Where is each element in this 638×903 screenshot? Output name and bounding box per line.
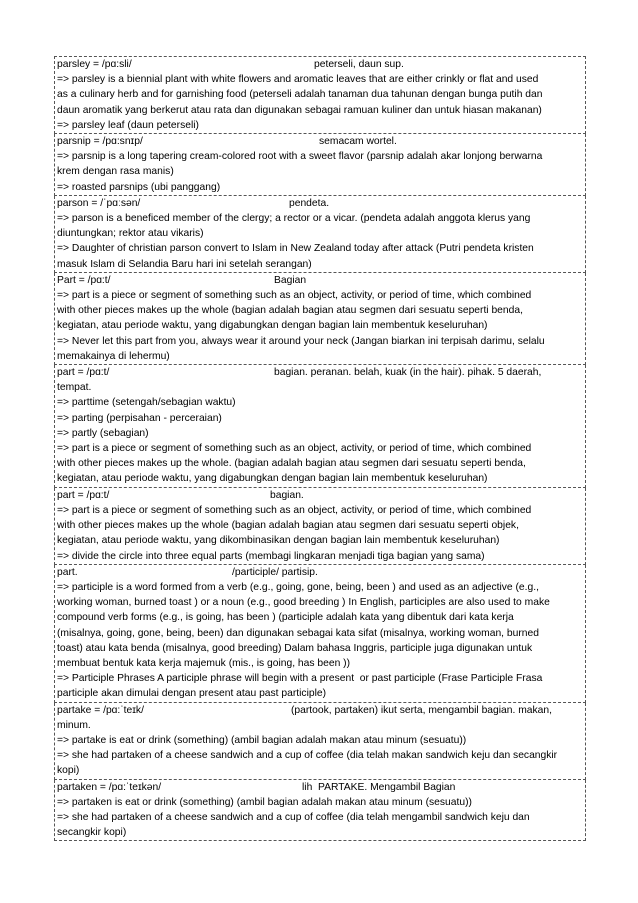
dictionary-entry (54, 134, 586, 196)
entry-headword: partaken = /pɑ:ˈteɪkən/ (57, 781, 162, 793)
dictionary-entry (54, 488, 586, 565)
entry-text-line: minum. (57, 719, 91, 731)
entry-text-line: (misalnya, going, gone, being, been) dan digunakan sebagai kata sifat (misalnya, working woman, burned (57, 627, 539, 639)
entry-headline (57, 196, 583, 211)
entry-text-line: with other pieces makes up the whole (bagian adalah bagian atau segmen dari sesuatu seperti objek, (57, 520, 519, 532)
entry-text-line: diuntungkan; rektor atau vikaris) (57, 228, 204, 240)
entry-text-line: tempat. (57, 382, 92, 394)
entry-text-line: kegiatan, atau periode waktu, yang dikombinasikan dengan bagian lain membentuk keseluruhan) (57, 535, 500, 547)
entry-text-line: => Daughter of christian parson convert to Islam in New Zealand today after attack (Putri pendeta kristen (57, 243, 534, 255)
entry-text-line: daun aromatik yang berkerut atau rata dan digunakan sebagai ramuan kuliner dan untuk hiasan makanan) (57, 104, 542, 116)
entry-translation: pendeta. (289, 197, 330, 209)
entry-text-line: compound verb forms (e.g., is going, has been ) (participle adalah kata yang dibentuk dari kata kerja (57, 612, 514, 624)
entry-text-line: => parson is a beneficed member of the clergy; a rector or a vicar. (pendeta adalah anggota klerus yang (57, 213, 531, 225)
entry-text-line: => partake is eat or drink (something) (ambil bagian adalah makan atau minum (sesuatu)) (57, 734, 467, 746)
entry-headword: part. (57, 566, 78, 578)
entry-text-line: => partly (sebagian) (57, 427, 149, 439)
entry-text-line: => parttime (setengah/sebagian waktu) (57, 397, 236, 409)
entry-headline (57, 565, 583, 580)
entry-headword: part = /pɑ:t/ (57, 489, 110, 501)
entry-headword: parsnip = /pɑ:snɪp/ (57, 136, 143, 148)
dictionary-entry (54, 703, 586, 780)
entry-translation: bagian. (270, 489, 304, 501)
dictionary-entry (54, 365, 586, 488)
entry-text-line: => Never let this part from you, always wear it around your neck (Jangan biarkan ini terpisah darimu, selalu (57, 335, 545, 347)
entry-headline (57, 780, 583, 795)
entry-text-line: masuk Islam di Selandia Baru hari ini setelah serangan) (57, 258, 312, 270)
entry-text-line: toast) atau kata benda (misalnya, good breeding) Dalam bahasa Inggris, participle juga digunakan untuk (57, 642, 533, 654)
entry-text-line: => partaken is eat or drink (something) (ambil bagian adalah makan atau minum (sesuatu)) (57, 796, 472, 808)
entry-text-line: => parting (perpisahan - perceraian) (57, 412, 222, 424)
entry-text-line: with other pieces makes up the whole. (bagian adalah bagian atau segmen dari sesuatu seperti benda, (57, 458, 526, 470)
dictionary-document (54, 56, 586, 841)
entry-text-line: => she had partaken of a cheese sandwich and a cup of coffee (dia telah mengambil sandwich keju dan (57, 811, 530, 823)
entry-headword: partake = /pɑ:ˈteɪk/ (57, 704, 144, 716)
dictionary-entry (54, 273, 586, 365)
entry-translation: lih PARTAKE. Mengambil Bagian (302, 781, 456, 793)
entry-text-line: => participle is a word formed from a verb (e.g., going, gone, being, been ) and used as an adjective (e.g., (57, 581, 539, 593)
dictionary-entry (54, 56, 586, 134)
entry-translation: (partook, partaken) ikut serta, mengambil bagian. makan, (291, 704, 552, 716)
entry-text-line: kegiatan, atau periode waktu, yang digabungkan dengan bagian lain membentuk keseluruhan) (57, 473, 488, 485)
entry-translation: /participle/ partisip. (232, 566, 318, 578)
entry-headword: parsley = /pɑ:sli/ (57, 59, 132, 70)
entry-translation: semacam wortel. (319, 136, 397, 148)
dictionary-entry (54, 780, 586, 842)
entry-translation: bagian. peranan. belah, kuak (in the hair). pihak. 5 daerah, (274, 367, 542, 379)
entry-text-line: working woman, burned toast ) or a noun (e.g., good breeding ) In English, participles are also used to make (57, 597, 550, 609)
entry-text-line: => Participle Phrases A participle phrase will begin with a present or past participle (Frase Participle Frasa (57, 673, 543, 685)
entry-text-line: => part is a piece or segment of something such as an object, activity, or period of time, which combined (57, 504, 532, 516)
entry-text-line: memakainya di lehermu) (57, 350, 170, 362)
entry-text-line: => part is a piece or segment of something such as an object, activity, or period of time, which combined (57, 443, 532, 455)
entry-headword: Part = /pɑ:t/ (57, 274, 111, 286)
entry-text-line: => parsley leaf (daun peterseli) (57, 119, 199, 131)
entry-headline (57, 488, 583, 503)
entry-text-line: => parsnip is a long tapering cream-colored root with a sweet flavor (parsnip adalah akar lonjong berwarna (57, 151, 543, 163)
entry-text-line: secangkir kopi) (57, 827, 127, 839)
entry-headline (57, 134, 583, 149)
entry-text-line: => parsley is a biennial plant with white flowers and aromatic leaves that are either crinkly or flat and used (57, 74, 539, 86)
entry-text-line: with other pieces makes up the whole (bagian adalah bagian atau segmen dari sesuatu seperti benda, (57, 305, 523, 317)
entry-text-line: => divide the circle into three equal parts (membagi lingkaran menjadi tiga bagian yang sama) (57, 550, 485, 562)
entry-headline (57, 703, 583, 718)
entry-text-line: => roasted parsnips (ubi panggang) (57, 181, 221, 193)
entry-text-line: => part is a piece or segment of something such as an object, activity, or period of time, which combined (57, 290, 532, 302)
entry-text-line: membuat bentuk kata kerja majemuk (mis., is going, has been )) (57, 657, 351, 669)
entry-text-line: as a culinary herb and for garnishing food (peterseli adalah tanaman dua tahunan dengan bunga putih dan (57, 89, 543, 101)
entry-headword: parson = /ˈpɑːsən/ (57, 197, 141, 209)
dictionary-entry (54, 196, 586, 273)
entry-translation: Bagian (274, 274, 307, 286)
entry-headline (57, 57, 583, 72)
dictionary-entry (54, 565, 586, 703)
entry-text-line: kegiatan, atau periode waktu, yang digabungkan dengan bagian lain membentuk keseluruhan) (57, 320, 488, 332)
entry-headline (57, 273, 583, 288)
entry-headword: part = /pɑ:t/ (57, 367, 110, 379)
entry-text-line: participle akan dimulai dengan present atau past participle) (57, 688, 327, 700)
entry-text-line: krem dengan rasa manis) (57, 166, 174, 178)
entry-translation: peterseli, daun sup. (314, 59, 404, 70)
entry-headline (57, 365, 583, 380)
entry-text-line: => she had partaken of a cheese sandwich and a cup of coffee (dia telah makan sandwich keju dan secangkir (57, 750, 558, 762)
entry-text-line: kopi) (57, 765, 80, 777)
